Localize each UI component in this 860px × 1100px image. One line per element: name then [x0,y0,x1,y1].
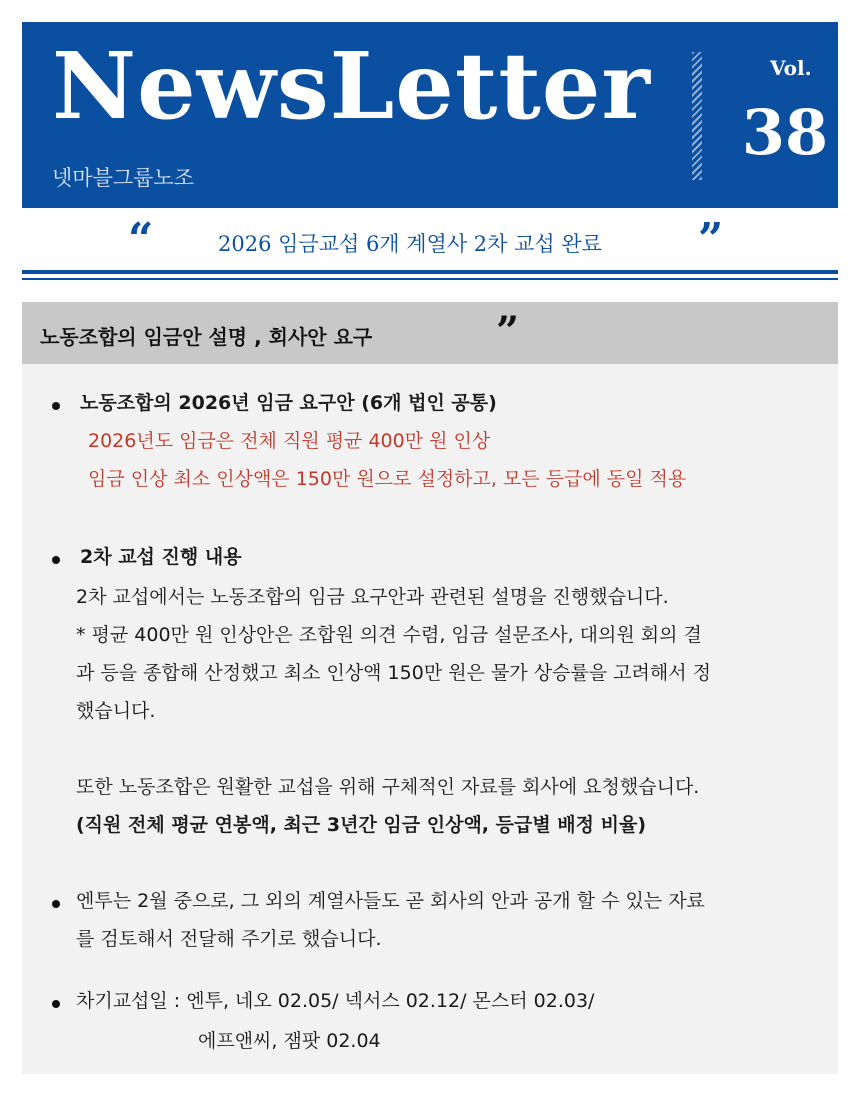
schedule-line-1: 차기교섭일 : 엔투, 네오 02.05/ 넥서스 02.12/ 몬스터 02.03/ [76,990,595,1012]
divider-thick [22,270,838,274]
volume-number: 38 [741,96,829,169]
close-quote-icon: ” [698,214,724,265]
bullet-icon [52,1000,60,1008]
open-quote-icon: “ [128,214,154,265]
entu-line-1: 엔투는 2월 중으로, 그 외의 계열사들도 곧 회사의 안과 공개 할 수 있는 자료 [76,890,705,912]
progress-paragraph-3: 또한 노동조합은 원활한 교섭을 위해 구체적인 자료를 회사에 요청했습니다. [76,776,700,798]
requested-data-list: (직원 전체 평균 연봉액, 최근 3년간 임금 인상액, 등급별 배정 비율) [76,814,647,836]
entu-line-2: 를 검토해서 전달해 주기로 했습니다. [76,928,382,950]
newsletter-title: NewsLetter [52,32,651,140]
progress-paragraph-2-line-3: 했습니다. [76,700,156,722]
section-quote-icon: ” [496,308,520,355]
divider-thin [22,278,838,280]
progress-title: 2차 교섭 진행 내용 [80,546,242,568]
union-name: 넷마블그룹노조 [52,166,195,190]
masthead [22,22,838,208]
section-title: 노동조합의 임금안 설명 , 회사안 요구 [40,325,373,349]
progress-paragraph-2-line-2: 과 등을 종합해 산정했고 최소 인상액 150만 원은 물가 상승률을 고려해서 정 [76,662,711,684]
progress-paragraph-1: 2차 교섭에서는 노동조합의 임금 요구안과 관련된 설명을 진행했습니다. [76,586,669,608]
bullet-icon [52,900,60,908]
decorative-divider [692,52,702,180]
bullet-icon [52,402,60,410]
headline-text: 2026 임금교섭 6개 계열사 2차 교섭 완료 [218,232,602,256]
demand-title: 노동조합의 2026년 임금 요구안 (6개 법인 공통) [80,392,497,414]
demand-line-2: 임금 인상 최소 인상액은 150만 원으로 설정하고, 모든 등급에 동일 적용 [88,468,687,490]
volume-label: Vol. [770,56,812,80]
schedule-line-2: 에프앤씨, 잼팟 02.04 [198,1030,381,1052]
content-body [22,364,838,1074]
headline-bar [22,208,838,268]
progress-paragraph-2-line-1: * 평균 400만 원 인상안은 조합원 의견 수렴, 임금 설문조사, 대의원 회의 결 [76,624,702,646]
bullet-icon [52,556,60,564]
demand-line-1: 2026년도 임금은 전체 직원 평균 400만 원 인상 [88,430,491,452]
section-header [22,302,838,364]
